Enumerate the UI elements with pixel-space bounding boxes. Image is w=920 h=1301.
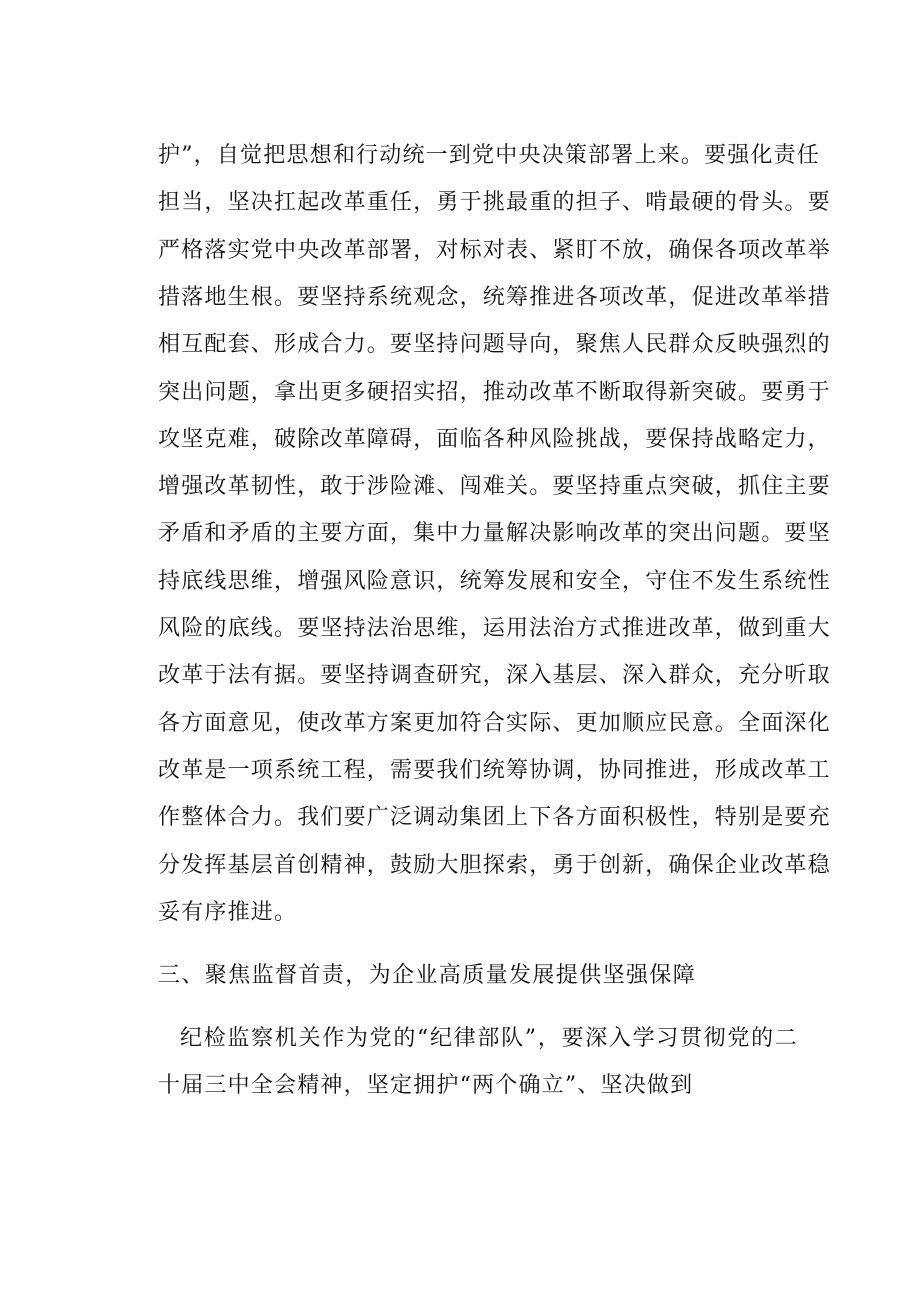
text-line: 相互配套、形成合力。要坚持问题导向，聚焦人民群众反映强烈的 <box>158 332 831 358</box>
section-heading: 三、聚焦监督首责，为企业高质量发展提供坚强保障 <box>158 963 697 988</box>
text-line: 十届三中全会精神，坚定拥护“两个确立”、坚决做到 <box>158 1073 694 1098</box>
text-line: 增强改革韧性，敢于涉险滩、闯难关。要坚持重点突破，抓住主要 <box>158 474 831 500</box>
text-line: 矛盾和矛盾的主要方面，集中力量解决影响改革的突出问题。要坚 <box>158 521 831 547</box>
text-line: 妥有序推进。 <box>158 899 298 925</box>
text-line: 担当，坚决扛起改革重任，勇于挑最重的担子、啃最硬的骨头。要 <box>158 190 831 216</box>
text-line: 分发挥基层首创精神，鼓励大胆探索，勇于创新，确保企业改革稳 <box>158 852 831 878</box>
text-line: 作整体合力。我们要广泛调动集团上下各方面积极性，特别是要充 <box>158 805 831 831</box>
text-line: 攻坚克难，破除改革障碍，面临各种风险挑战，要保持战略定力， <box>158 426 831 452</box>
text-line: 持底线思维，增强风险意识，统筹发展和安全，守住不发生系统性 <box>158 568 831 594</box>
text-line: 各方面意见，使改革方案更加符合实际、更加顺应民意。全面深化 <box>158 710 831 736</box>
text-line: 纪检监察机关作为党的“纪律部队”，要深入学习贯彻党的二 <box>180 1026 798 1051</box>
text-line: 风险的底线。要坚持法治思维，运用法治方式推进改革，做到重大 <box>158 616 831 641</box>
text-line: 改革于法有据。要坚持调查研究，深入基层、深入群众，充分听取 <box>158 663 831 689</box>
text-line: 改革是一项系统工程，需要我们统筹协调，协同推进，形成改革工 <box>158 757 831 783</box>
text-line: 突出问题，拿出更多硬招实招，推动改革不断取得新突破。要勇于 <box>158 379 831 405</box>
text-line: 护”，自觉把思想和行动统一到党中央决策部署上来。要强化责任 <box>158 143 821 168</box>
text-line: 措落地生根。要坚持系统观念，统筹推进各项改革，促进改革举措 <box>158 284 831 310</box>
text-line: 严格落实党中央改革部署，对标对表、紧盯不放，确保各项改革举 <box>158 237 831 263</box>
